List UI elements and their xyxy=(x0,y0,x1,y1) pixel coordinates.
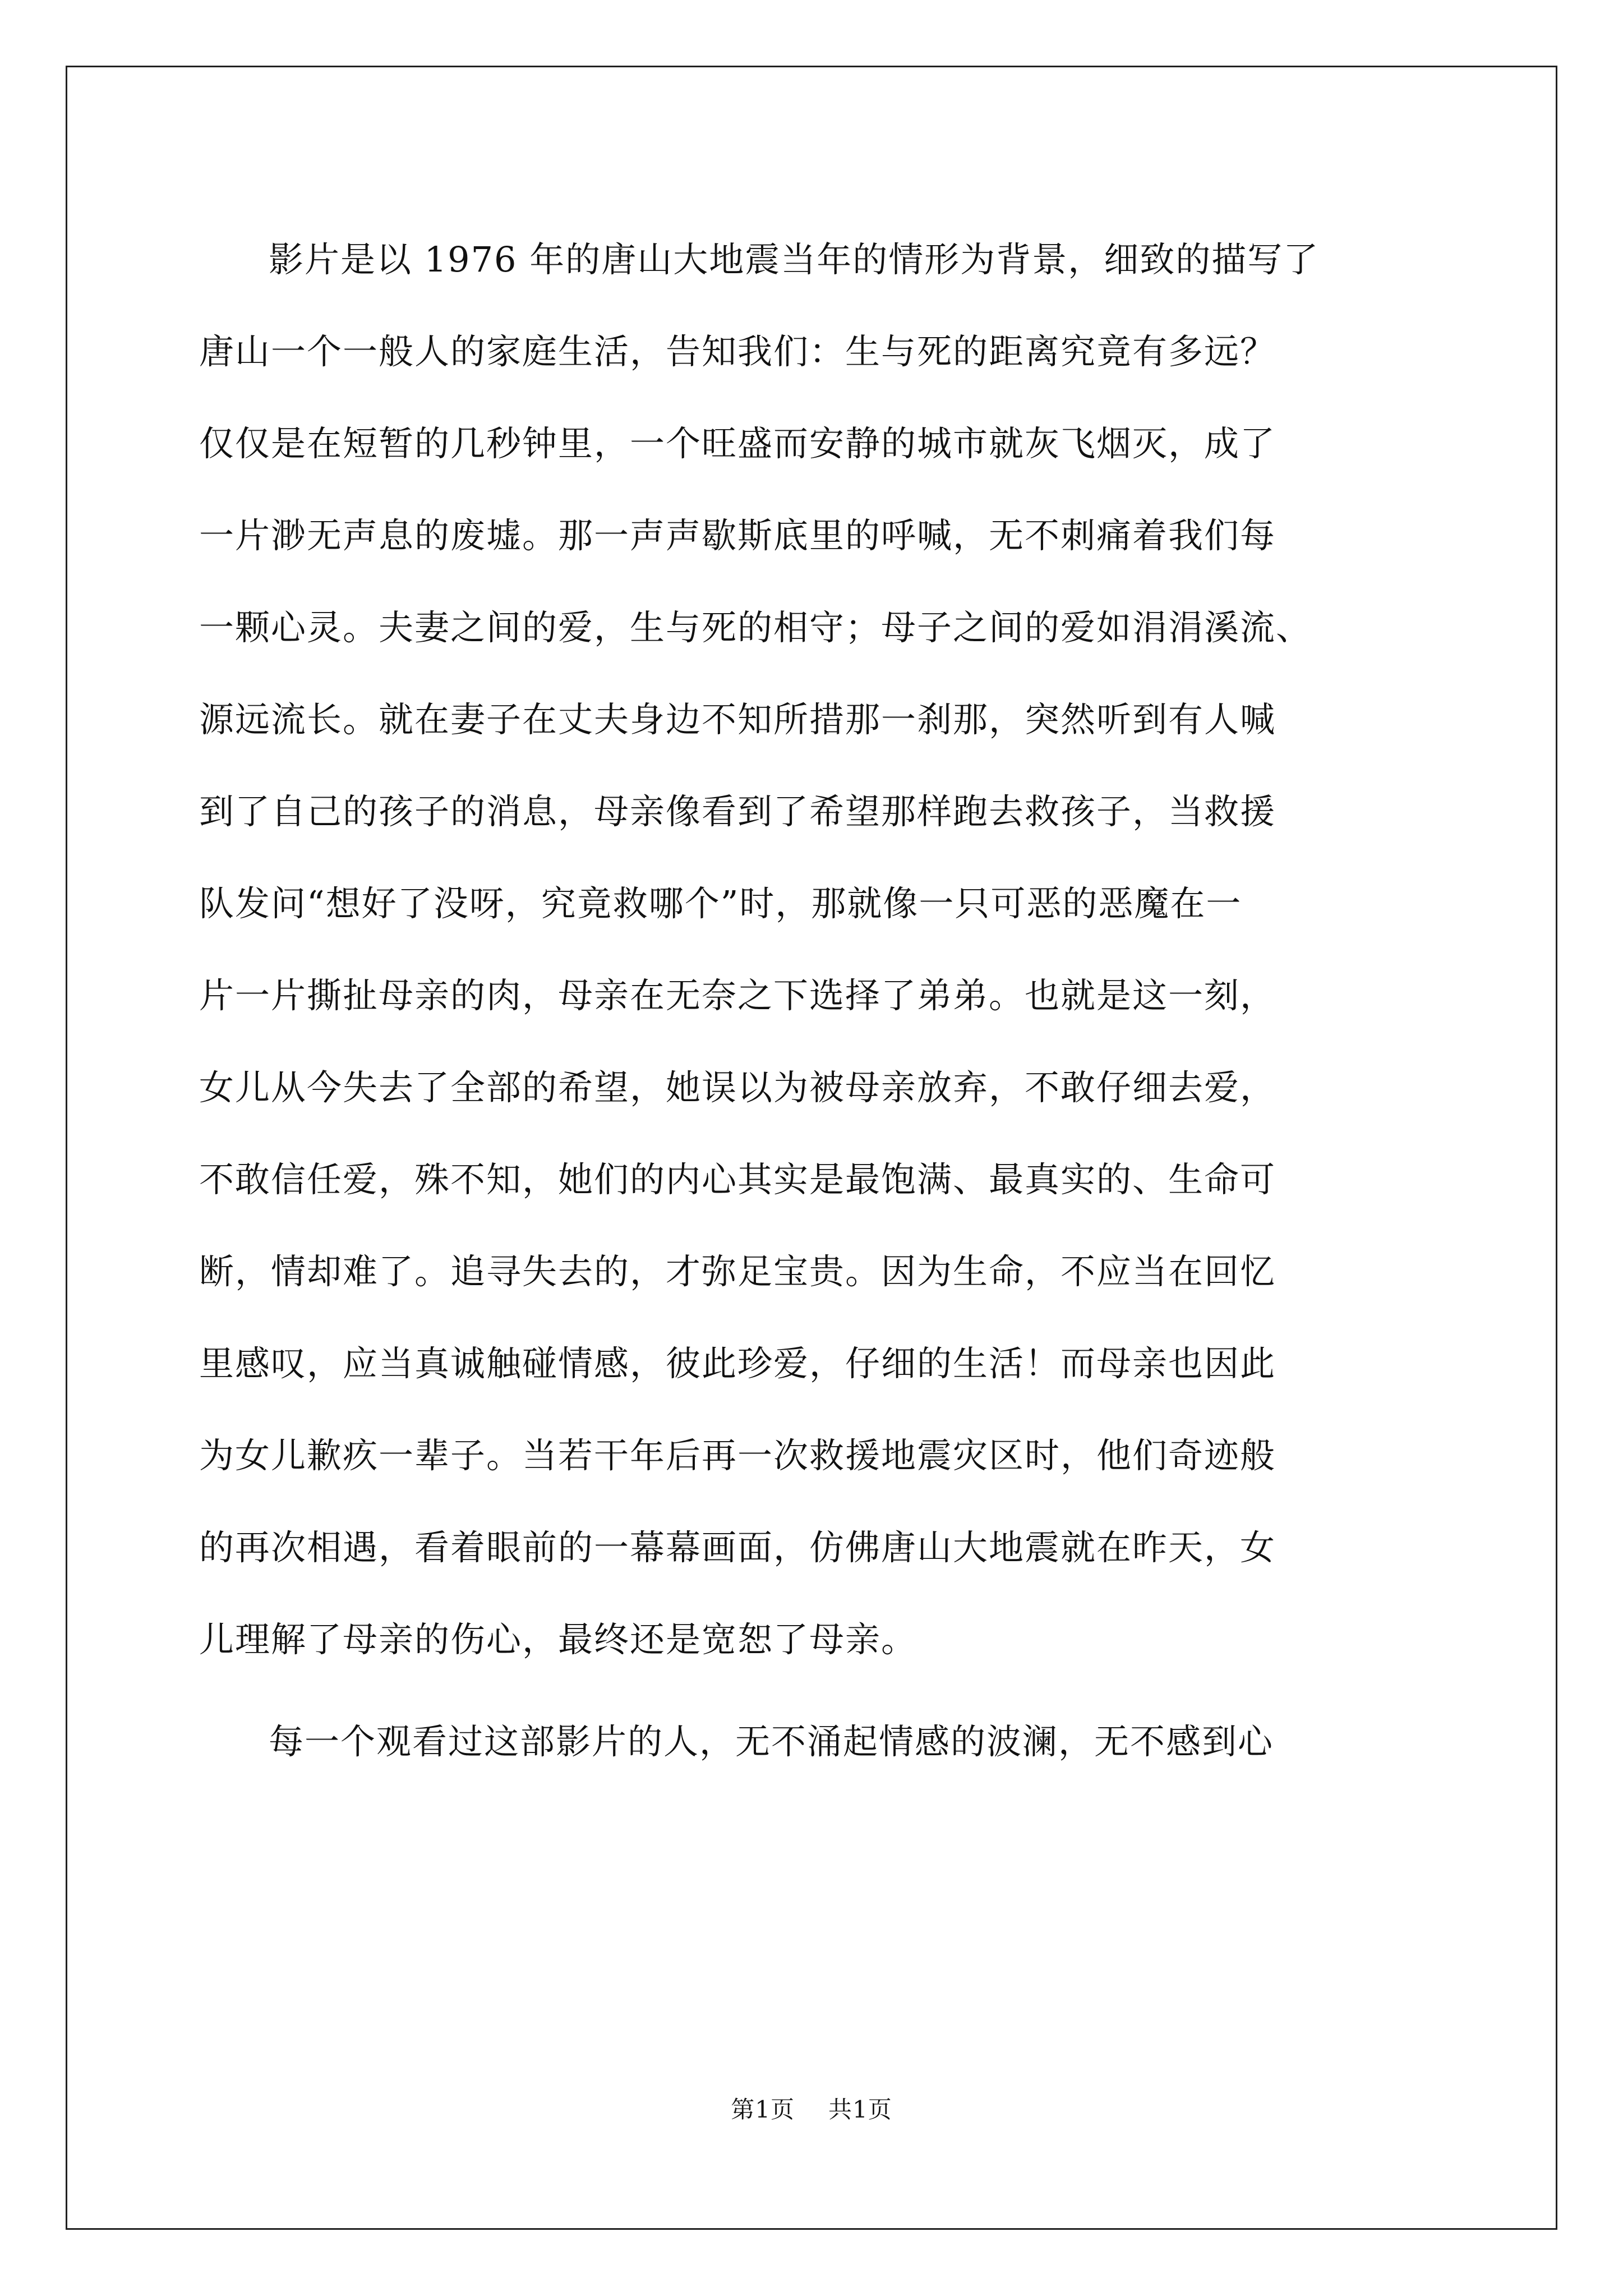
page-number: 第1页 xyxy=(731,2096,795,2123)
text-line: 一颗心灵。夫妻之间的爱，生与死的相守；母子之间的爱如涓涓溪流、 xyxy=(199,607,1312,648)
page-footer xyxy=(0,2091,1623,2125)
text-line: 每一个观看过这部影片的人，无不涌起情感的波澜，无不感到心 xyxy=(269,1721,1274,1762)
text-line: 里感叹，应当真诚触碰情感，彼此珍爱，仔细的生活！而母亲也因此 xyxy=(199,1343,1276,1384)
paragraph-2 xyxy=(199,1696,1427,1788)
paragraph-spacer xyxy=(199,1686,1427,1696)
text-line: 的再次相遇，看着眼前的一幕幕画面，仿佛唐山大地震就在昨天，女 xyxy=(199,1527,1276,1568)
page-total: 共1页 xyxy=(828,2096,892,2123)
text-line: 仅仅是在短暂的几秒钟里，一个旺盛而安静的城市就灰飞烟灭，成了 xyxy=(199,423,1276,464)
paragraph-1 xyxy=(199,214,1427,1686)
text-line: 源远流长。就在妻子在丈夫身边不知所措那一刹那，突然听到有人喊 xyxy=(199,699,1276,740)
text-line: 到了自己的孩子的消息，母亲像看到了希望那样跑去救孩子，当救援 xyxy=(199,791,1276,832)
text-line: 影片是以 1976 年的唐山大地震当年的情形为背景，细致的描写了 xyxy=(269,239,1320,280)
text-line: 一片渺无声息的废墟。那一声声歇斯底里的呼喊，无不刺痛着我们每 xyxy=(199,515,1276,556)
document-body xyxy=(199,214,1427,1788)
text-line: 不敢信任爱，殊不知，她们的内心其实是最饱满、最真实的、生命可 xyxy=(199,1159,1276,1200)
text-line: 儿理解了母亲的伤心，最终还是宽恕了母亲。 xyxy=(199,1619,917,1660)
text-line: 片一片撕扯母亲的肉，母亲在无奈之下选择了弟弟。也就是这一刻， xyxy=(199,975,1276,1016)
text-line: 为女儿歉疚一辈子。当若干年后再一次救援地震灾区时，他们奇迹般 xyxy=(199,1435,1276,1476)
text-line: 断，情却难了。追寻失去的，才弥足宝贵。因为生命，不应当在回忆 xyxy=(199,1251,1276,1292)
text-line: 女儿从今失去了全部的希望，她误以为被母亲放弃，不敢仔细去爱， xyxy=(199,1067,1276,1108)
text-line: 唐山一个一般人的家庭生活，告知我们：生与死的距离究竟有多远？ xyxy=(199,331,1276,372)
text-line: 队发问“想好了没呀，究竟救哪个”时，那就像一只可恶的恶魔在一 xyxy=(199,883,1242,924)
